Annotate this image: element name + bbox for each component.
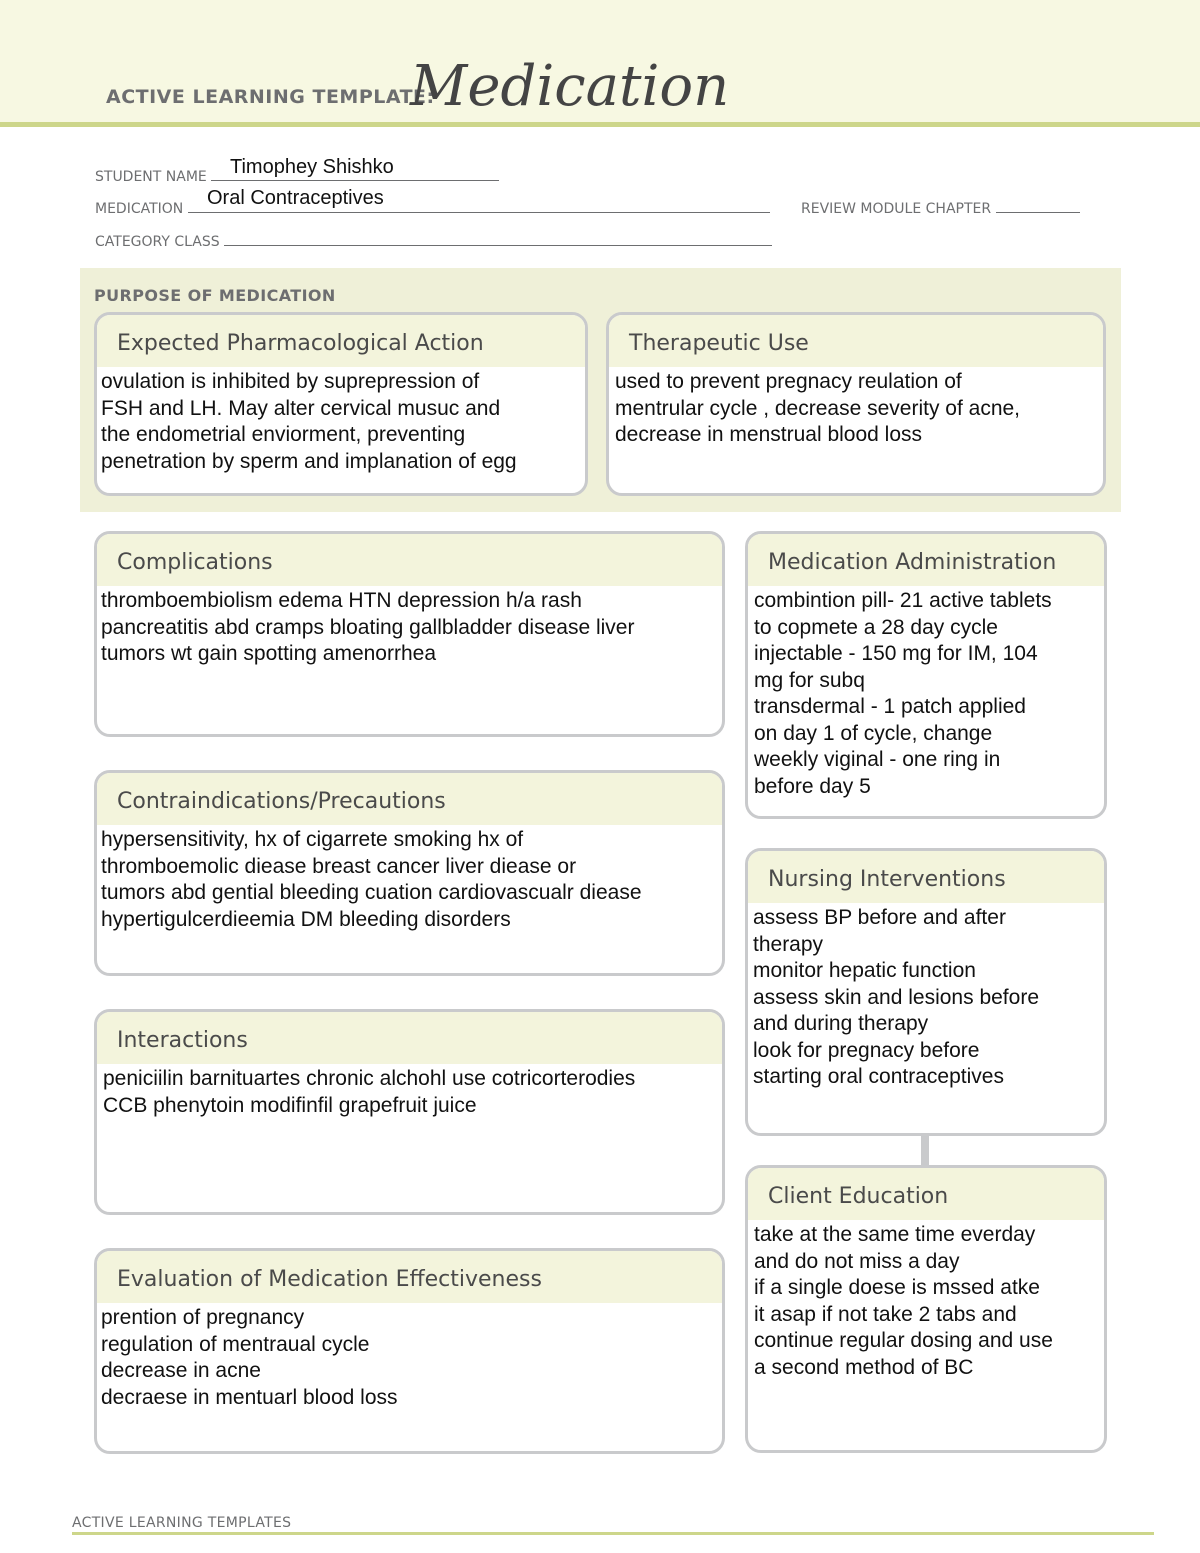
text-line: decraese in mentuarl blood loss	[101, 1385, 398, 1409]
client-education-body	[748, 1220, 1104, 1381]
review-module-line	[996, 198, 1080, 213]
text-line: it asap if not take 2 tabs and	[754, 1302, 1017, 1326]
expected-action-body	[97, 367, 585, 475]
expected-action-box	[94, 312, 588, 496]
text-line: look for pregnacy before	[753, 1038, 980, 1062]
text-line: if a single doese is mssed atke	[754, 1276, 1040, 1299]
evaluation-heading: Evaluation of Medication Effectiveness	[97, 1251, 722, 1303]
evaluation-body	[97, 1303, 722, 1411]
interactions-box	[94, 1009, 725, 1215]
text-line: mentrular cycle , decrease severity of acne,	[615, 396, 1021, 420]
text-line: a second method of BC	[754, 1355, 974, 1379]
page-title: Medication	[410, 54, 730, 119]
text-line: before day 5	[754, 774, 871, 798]
text-line: tumors abd gential bleeding cuation cardiovascualr diease	[101, 881, 642, 904]
text-line: mg for subq	[754, 668, 865, 692]
complications-heading: Complications	[97, 534, 722, 586]
student-name-label: STUDENT NAME	[95, 169, 207, 185]
text-line: injectable - 150 mg for IM, 104	[754, 642, 1038, 665]
text-line: used to prevent pregnacy reulation of	[615, 370, 962, 393]
text-line: peniciilin barnituartes chronic alchohl use cotricorterodies	[103, 1067, 636, 1090]
text-line: prention of pregnancy	[101, 1306, 305, 1329]
text-line: thromboembiolism edema HTN depression h/a rash	[101, 589, 582, 612]
header-rule	[0, 122, 1200, 127]
expected-action-heading: Expected Pharmacological Action	[97, 315, 585, 367]
text-line: continue regular dosing and use	[754, 1329, 1053, 1352]
footer-label: ACTIVE LEARNING TEMPLATES	[72, 1515, 292, 1531]
medication-label: MEDICATION	[95, 201, 184, 217]
contraindications-body	[97, 825, 722, 933]
text-line: take at the same time everday	[754, 1223, 1036, 1246]
footer-rule	[72, 1532, 1154, 1535]
administration-heading: Medication Administration	[748, 534, 1104, 586]
review-module-field[interactable]	[801, 198, 1080, 217]
text-line: combintion pill- 21 active tablets	[754, 589, 1052, 612]
contraindications-heading: Contraindications/Precautions	[97, 773, 722, 825]
medication-value: Oral Contraceptives	[207, 187, 384, 209]
evaluation-box	[94, 1248, 725, 1454]
template-label: ACTIVE LEARNING TEMPLATE:	[106, 86, 435, 108]
nursing-interventions-box	[745, 848, 1107, 1136]
text-line: decrease in menstrual blood loss	[615, 423, 923, 446]
text-line: transdermal - 1 patch applied	[754, 695, 1026, 718]
text-line: and during therapy	[753, 1012, 929, 1035]
text-line: FSH and LH. May alter cervical musuc and	[101, 396, 501, 420]
connector-bar	[921, 1134, 929, 1166]
nursing-interventions-heading: Nursing Interventions	[748, 851, 1104, 903]
text-line: weekly viginal - one ring in	[754, 748, 1001, 771]
text-line: to copmete a 28 day cycle	[754, 615, 998, 639]
client-education-heading: Client Education	[748, 1168, 1104, 1220]
administration-box	[745, 531, 1107, 819]
text-line: penetration by sperm and implanation of egg	[101, 449, 517, 473]
interactions-body	[97, 1064, 722, 1119]
category-class-label: CATEGORY CLASS	[95, 234, 220, 250]
text-line: on day 1 of cycle, change	[754, 721, 993, 745]
text-line: assess skin and lesions before	[753, 985, 1039, 1009]
text-line: tumors wt gain spotting amenorrhea	[101, 642, 437, 665]
medication-field[interactable]	[95, 198, 770, 217]
text-line: monitor hepatic function	[753, 959, 976, 982]
purpose-title: PURPOSE OF MEDICATION	[94, 286, 336, 305]
category-class-line	[224, 231, 772, 246]
text-line: decrease in acne	[101, 1359, 261, 1382]
text-line: pancreatitis abd cramps bloating gallbladder disease liver	[101, 615, 635, 639]
text-line: therapy	[753, 932, 824, 956]
text-line: starting oral contraceptives	[753, 1065, 1004, 1088]
interactions-heading: Interactions	[97, 1012, 722, 1064]
text-line: ovulation is inhibited by suprepression of	[101, 370, 480, 393]
complications-box	[94, 531, 725, 737]
text-line: and do not miss a day	[754, 1249, 960, 1273]
review-module-label: REVIEW MODULE CHAPTER	[801, 201, 992, 217]
student-name-value: Timophey Shishko	[230, 156, 394, 178]
therapeutic-use-box	[606, 312, 1106, 496]
complications-body	[97, 586, 722, 668]
text-line: the endometrial enviorment, preventing	[101, 423, 466, 446]
administration-body	[748, 586, 1104, 800]
text-line: thromboemolic diease breast cancer liver diease or	[101, 854, 577, 878]
text-line: regulation of mentraual cycle	[101, 1332, 370, 1356]
nursing-interventions-body	[748, 903, 1104, 1091]
text-line: hypersensitivity, hx of cigarrete smoking hx of	[101, 828, 524, 851]
client-education-box	[745, 1165, 1107, 1453]
therapeutic-use-body	[609, 367, 1103, 449]
contraindications-box	[94, 770, 725, 976]
category-class-field[interactable]	[95, 231, 772, 250]
text-line: assess BP before and after	[753, 906, 1006, 929]
text-line: CCB phenytoin modifinfil grapefruit juice	[103, 1093, 477, 1117]
therapeutic-use-heading: Therapeutic Use	[609, 315, 1103, 367]
text-line: hypertigulcerdieemia DM bleeding disorders	[101, 907, 511, 931]
